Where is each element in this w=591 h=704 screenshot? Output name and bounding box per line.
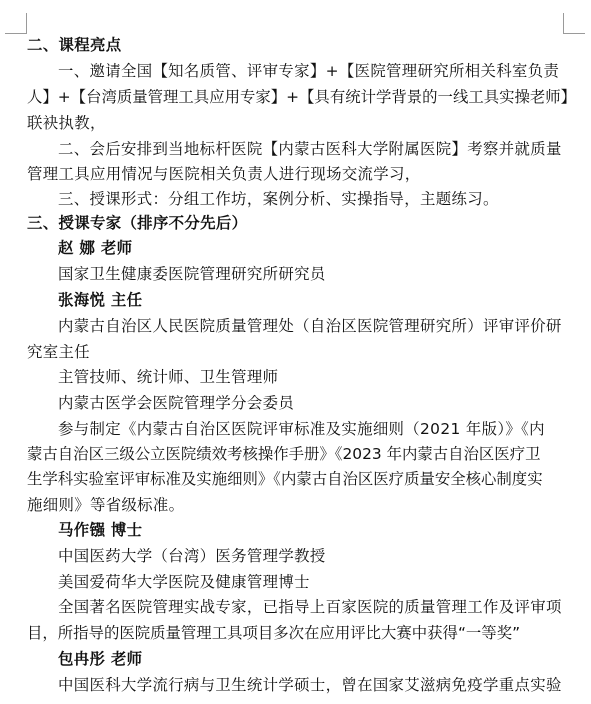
expert-bio-line: 全国著名医院管理实战专家，已指导上百家医院的质量管理工作及评审项: [58, 598, 562, 616]
expert-bio-line: 目，所指导的医院质量管理工具项目多次在应用评比大赛中获得“一等奖”: [27, 624, 521, 642]
expert-name: 张海悦 主任: [58, 291, 143, 309]
expert-bio-line: 蒙古自治区三级公立医院绩效考核操作手册》《2023 年内蒙古自治区医疗卫: [27, 445, 541, 463]
highlight-3: 三、授课形式：分组工作坊，案例分析、实操指导，主题练习。: [58, 190, 499, 208]
highlight-1-line-2: 人】+【台湾质量管理工具应用专家】+【具有统计学背景的一线工具实操老师】: [27, 88, 577, 106]
expert-bio-line: 内蒙古医学会医院管理学分会委员: [58, 394, 295, 412]
expert-bio-line: 参与制定《内蒙古自治区医院评审标准及实施细则（2021 年版）》《内: [58, 420, 545, 438]
highlight-2-line-1: 二、会后安排到当地标杆医院【内蒙古医科大学附属医院】考察并就质量: [58, 140, 562, 158]
expert-bio-line: 国家卫生健康委医院管理研究所研究员: [58, 265, 326, 283]
expert-name: 赵 娜 老师: [58, 239, 133, 257]
expert-name: 马作镪 博士: [58, 521, 143, 539]
expert-bio-line: 生学科实验室评审标准及实施细则》《内蒙古自治区医疗质量安全核心制度实: [27, 470, 543, 488]
expert-name: 包冉彤 老师: [58, 650, 143, 668]
expert-bio-line: 究室主任: [27, 343, 90, 361]
corner-mark-right-horizontal: [563, 33, 585, 34]
expert-bio-line: 中国医药大学（台湾）医务管理学教授: [58, 547, 326, 565]
highlight-2-line-2: 管理工具应用情况与医院相关负责人进行现场交流学习，: [27, 165, 421, 183]
expert-bio-line: 中国医科大学流行病与卫生统计学硕士，曾在国家艾滋病免疫学重点实验: [58, 676, 562, 694]
corner-mark-right-vertical: [563, 13, 564, 34]
expert-bio-line: 内蒙古自治区人民医院质量管理处（自治区医院管理研究所）评审评价研: [58, 317, 562, 335]
expert-bio-line: 施细则》等省级标准。: [27, 496, 185, 514]
corner-mark-left-vertical: [26, 13, 27, 34]
corner-mark-left-horizontal: [5, 33, 27, 34]
highlight-1-line-1: 一、邀请全国【知名质管、评审专家】+【医院管理研究所相关科室负责: [58, 62, 560, 80]
expert-bio-line: 美国爱荷华大学医院及健康管理博士: [58, 573, 310, 591]
expert-bio-line: 主管技师、统计师、卫生管理师: [58, 368, 279, 386]
highlight-1-line-3: 联袂执教，: [27, 114, 106, 132]
section-heading-highlights: 二、课程亮点: [27, 36, 122, 54]
section-heading-experts: 三、授课专家（排序不分先后）: [27, 214, 248, 232]
